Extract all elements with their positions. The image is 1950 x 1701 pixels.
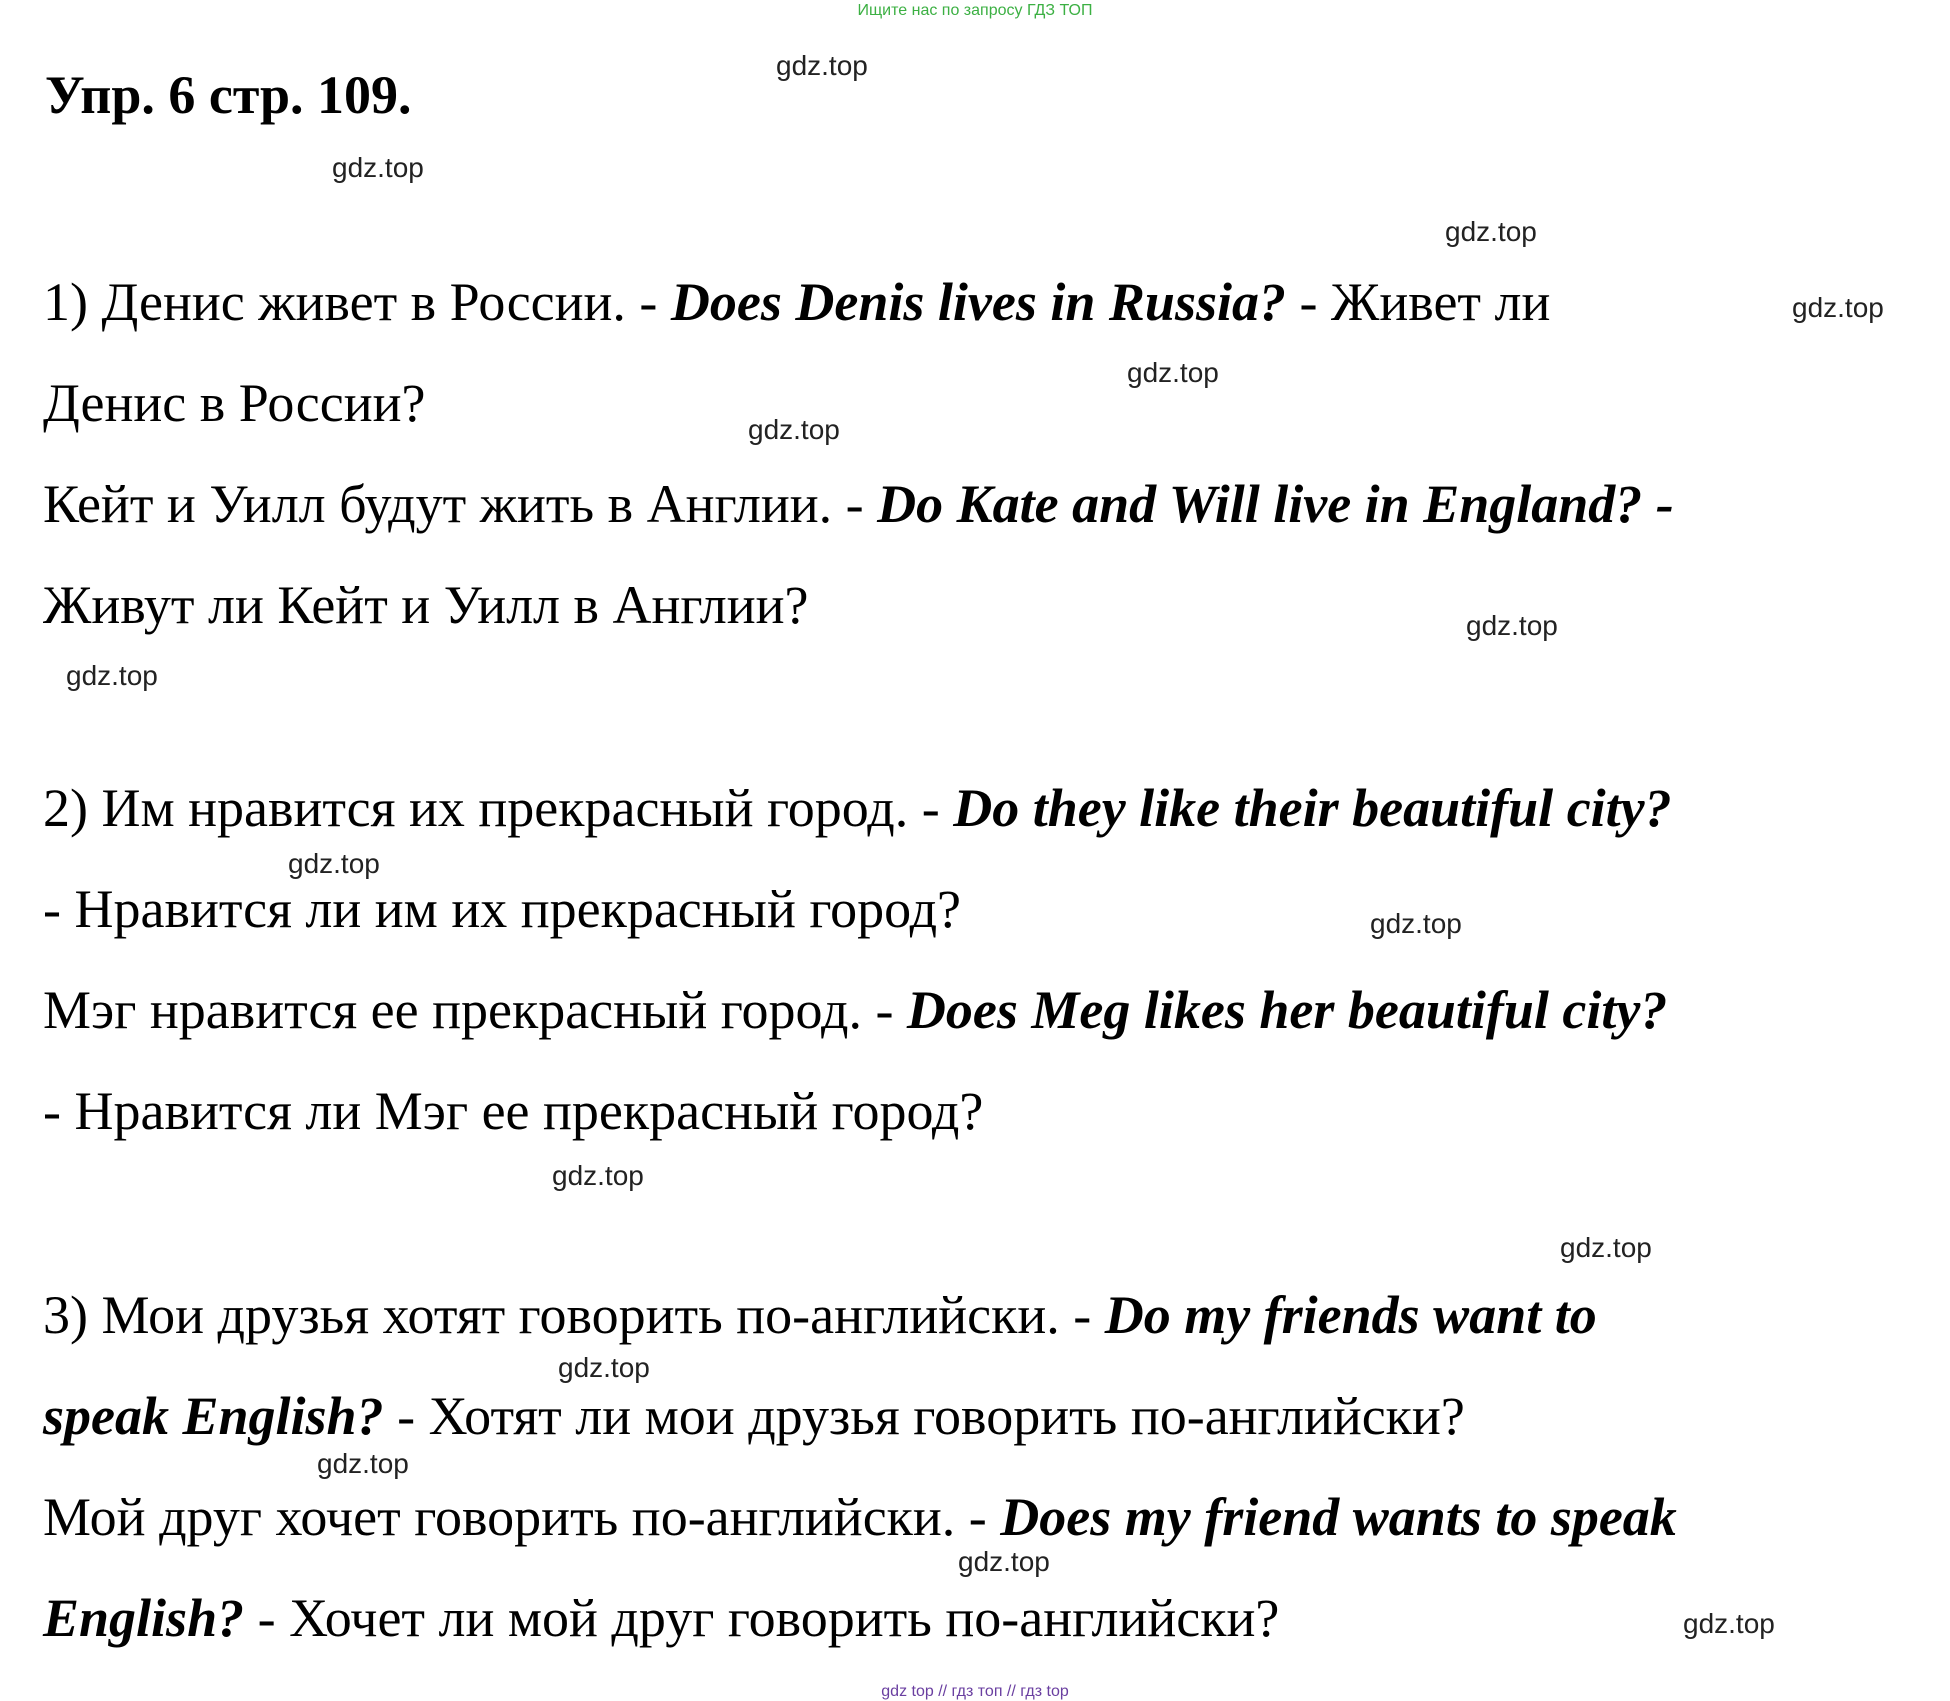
- line-en: Do Kate and Will live in England? -: [877, 474, 1674, 534]
- line-9: [43, 1285, 1597, 1345]
- line-ru-tail: - Хотят ли мои друзья говорить по-английски?: [383, 1386, 1465, 1446]
- watermark: gdz.top: [558, 1352, 650, 1383]
- line-ru-tail: - Живет ли: [1286, 272, 1551, 332]
- line-2: [43, 373, 426, 433]
- watermark: gdz.top: [332, 152, 424, 183]
- line-8: [43, 1081, 984, 1141]
- line-ru: Денис в России?: [43, 373, 426, 433]
- line-en: Does Denis lives in Russia?: [670, 272, 1286, 332]
- line-1: [43, 272, 1551, 332]
- exercise-title: Упр. 6 стр. 109.: [45, 65, 412, 125]
- watermark: gdz.top: [66, 660, 158, 691]
- line-ru: Кейт и Уилл будут жить в Англии. -: [43, 474, 878, 534]
- line-7: [43, 980, 1668, 1040]
- watermark: gdz.top: [958, 1546, 1050, 1577]
- line-ru-tail: - Хочет ли мой друг говорить по-английски?: [244, 1588, 1280, 1648]
- top-banner: Ищите нас по запросу ГДЗ ТОП: [857, 2, 1093, 19]
- line-ru: Живут ли Кейт и Уилл в Англии?: [43, 575, 809, 635]
- watermark: gdz.top: [1560, 1232, 1652, 1263]
- watermark: gdz.top: [1683, 1608, 1775, 1639]
- line-ru: - Нравится ли Мэг ее прекрасный город?: [43, 1081, 984, 1141]
- watermark: gdz.top: [1370, 908, 1462, 939]
- line-ru: 1) Денис живет в России. -: [43, 272, 671, 332]
- watermark: gdz.top: [1127, 357, 1219, 388]
- watermark: gdz.top: [317, 1448, 409, 1479]
- line-en: speak English?: [43, 1386, 384, 1446]
- line-ru: 2) Им нравится их прекрасный город. -: [43, 778, 954, 838]
- line-11: [43, 1487, 1677, 1547]
- line-5: [43, 778, 1672, 838]
- line-ru: Мой друг хочет говорить по-английски. -: [43, 1487, 1001, 1547]
- line-en: Does my friend wants to speak: [1000, 1487, 1677, 1547]
- line-3: [43, 474, 1674, 534]
- watermark: gdz.top: [748, 414, 840, 445]
- line-en: Do they like their beautiful city?: [953, 778, 1672, 838]
- line-ru: Мэг нравится ее прекрасный город. -: [43, 980, 907, 1040]
- footer-links: gdz top // гдз топ // гдз top: [881, 1683, 1069, 1700]
- line-en: Does Meg likes her beautiful city?: [906, 980, 1668, 1040]
- line-10: [43, 1386, 1465, 1446]
- line-ru: - Нравится ли им их прекрасный город?: [43, 879, 962, 939]
- watermark: gdz.top: [1792, 292, 1884, 323]
- line-6: [43, 879, 962, 939]
- watermark: gdz.top: [1445, 216, 1537, 247]
- line-en: English?: [43, 1588, 245, 1648]
- watermark: gdz.top: [1466, 610, 1558, 641]
- line-ru: 3) Мои друзья хотят говорить по-английски. -: [43, 1285, 1105, 1345]
- line-en: Do my friends want to: [1104, 1285, 1597, 1345]
- watermark: gdz.top: [552, 1160, 644, 1191]
- line-12: [43, 1588, 1280, 1648]
- watermark: gdz.top: [288, 848, 380, 879]
- line-4: [43, 575, 809, 635]
- watermark: gdz.top: [776, 50, 868, 81]
